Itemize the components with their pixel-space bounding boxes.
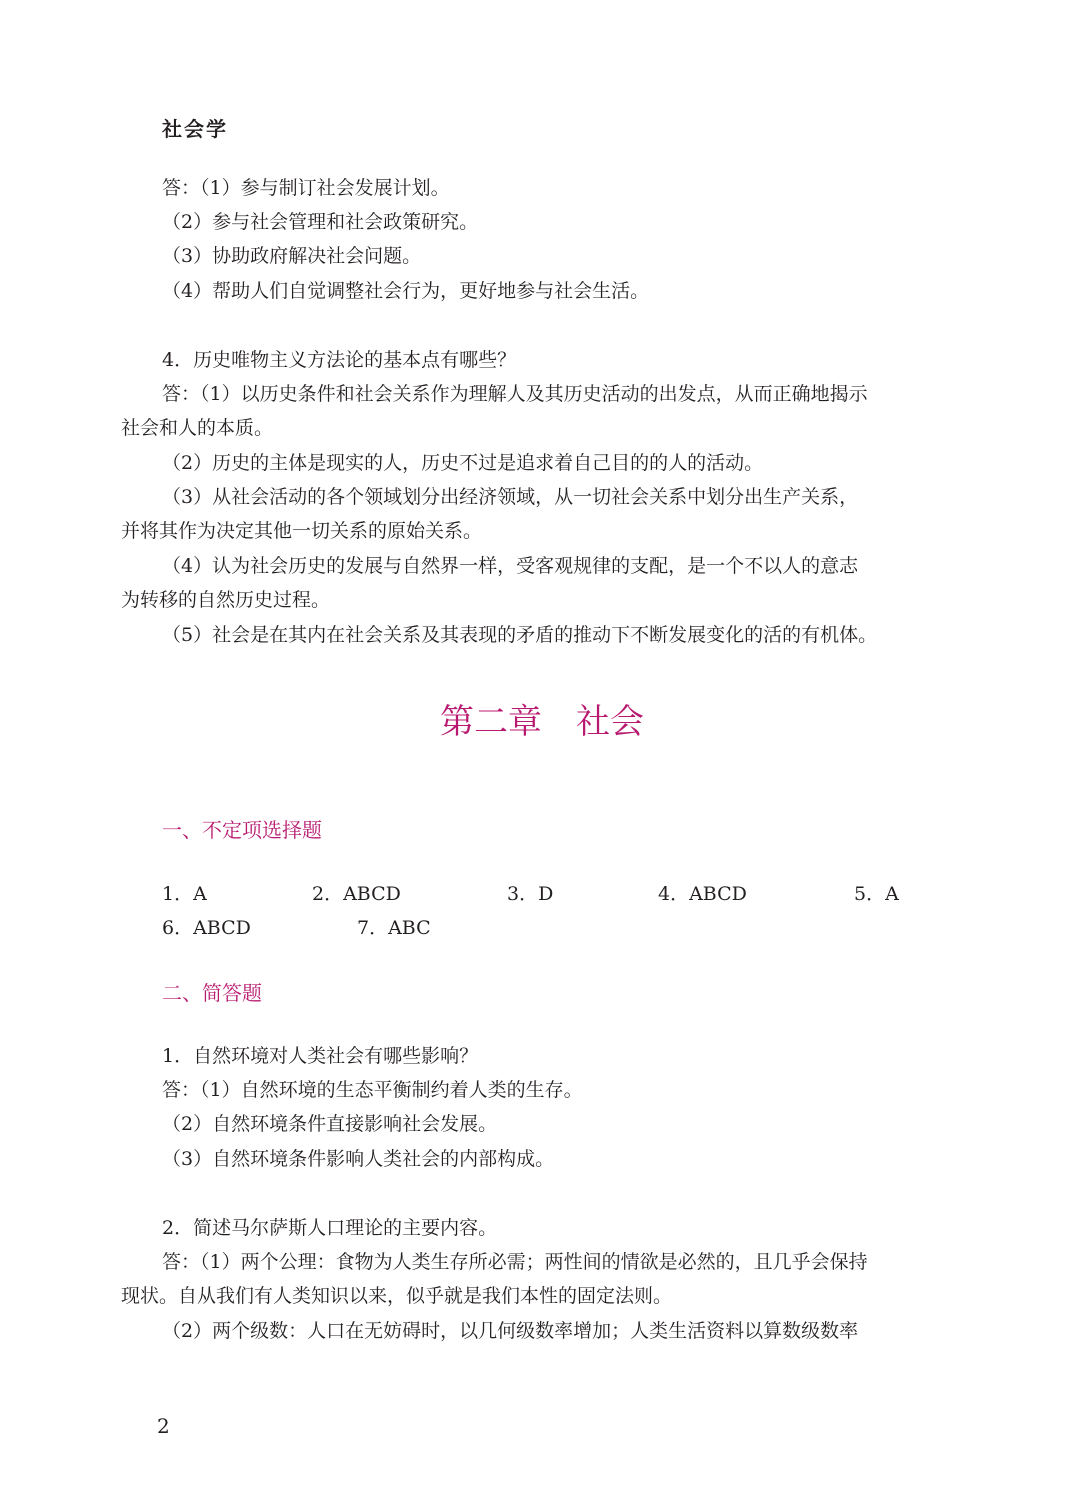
answer-line: 为转移的自然历史过程。 (121, 589, 331, 611)
section-title-short-answer: 二、简答题 (162, 981, 262, 1005)
choice-answer: 6．ABCD (162, 917, 251, 939)
choice-answer: 7．ABC (357, 917, 431, 939)
choice-answer: 4．ABCD (658, 883, 747, 905)
answer-line: 答：（1）参与制订社会发展计划。 (162, 177, 450, 199)
question-2: 2．简述马尔萨斯人口理论的主要内容。 (162, 1217, 498, 1239)
choice-answer: 3．D (507, 883, 554, 905)
answer-line: （4）认为社会历史的发展与自然界一样，受客观规律的支配，是一个不以人的意志 (162, 555, 859, 577)
page-number: 2 (157, 1414, 170, 1438)
answer-line: 答：（1）以历史条件和社会关系作为理解人及其历史活动的出发点，从而正确地揭示 (162, 383, 868, 405)
answer-line: （4）帮助人们自觉调整社会行为，更好地参与社会生活。 (162, 280, 650, 302)
answer-line: （2）参与社会管理和社会政策研究。 (162, 211, 479, 233)
choice-answer: 2．ABCD (312, 883, 401, 905)
answer-line: （5）社会是在其内在社会关系及其表现的矛盾的推动下不断发展变化的活的有机体。 (162, 624, 878, 646)
answer-line: 社会和人的本质。 (121, 417, 274, 439)
answer-line: 现状。自从我们有人类知识以来，似乎就是我们本性的固定法则。 (121, 1285, 673, 1307)
question-4: 4．历史唯物主义方法论的基本点有哪些？ (162, 349, 517, 371)
answer-line: （3）协助政府解决社会问题。 (162, 245, 422, 267)
chapter-title: 第二章 社会 (440, 702, 644, 742)
answer-line: （2）两个级数：人口在无妨碍时，以几何级数率增加；人类生活资料以算数级数率 (162, 1320, 859, 1342)
answer-line: 答：（1）自然环境的生态平衡制约着人类的生存。 (162, 1079, 583, 1101)
answer-line: （2）历史的主体是现实的人，历史不过是追求着自己目的的人的活动。 (162, 452, 764, 474)
question-1: 1．自然环境对人类社会有哪些影响？ (162, 1045, 479, 1067)
section-title-choice: 一、不定项选择题 (162, 818, 322, 842)
answer-line: （3）从社会活动的各个领域划分出经济领域，从一切社会关系中划分出生产关系， (162, 486, 859, 508)
answer-line: 答：（1）两个公理：食物为人类生存所必需；两性间的情欲是必然的，且几乎会保持 (162, 1251, 868, 1273)
answer-line: （2）自然环境条件直接影响社会发展。 (162, 1113, 498, 1135)
answer-line: （3）自然环境条件影响人类社会的内部构成。 (162, 1148, 555, 1170)
choice-answer: 5．A (854, 883, 899, 905)
running-head: 社会学 (162, 117, 228, 141)
answer-line: 并将其作为决定其他一切关系的原始关系。 (121, 520, 483, 542)
choice-answer: 1．A (162, 883, 207, 905)
